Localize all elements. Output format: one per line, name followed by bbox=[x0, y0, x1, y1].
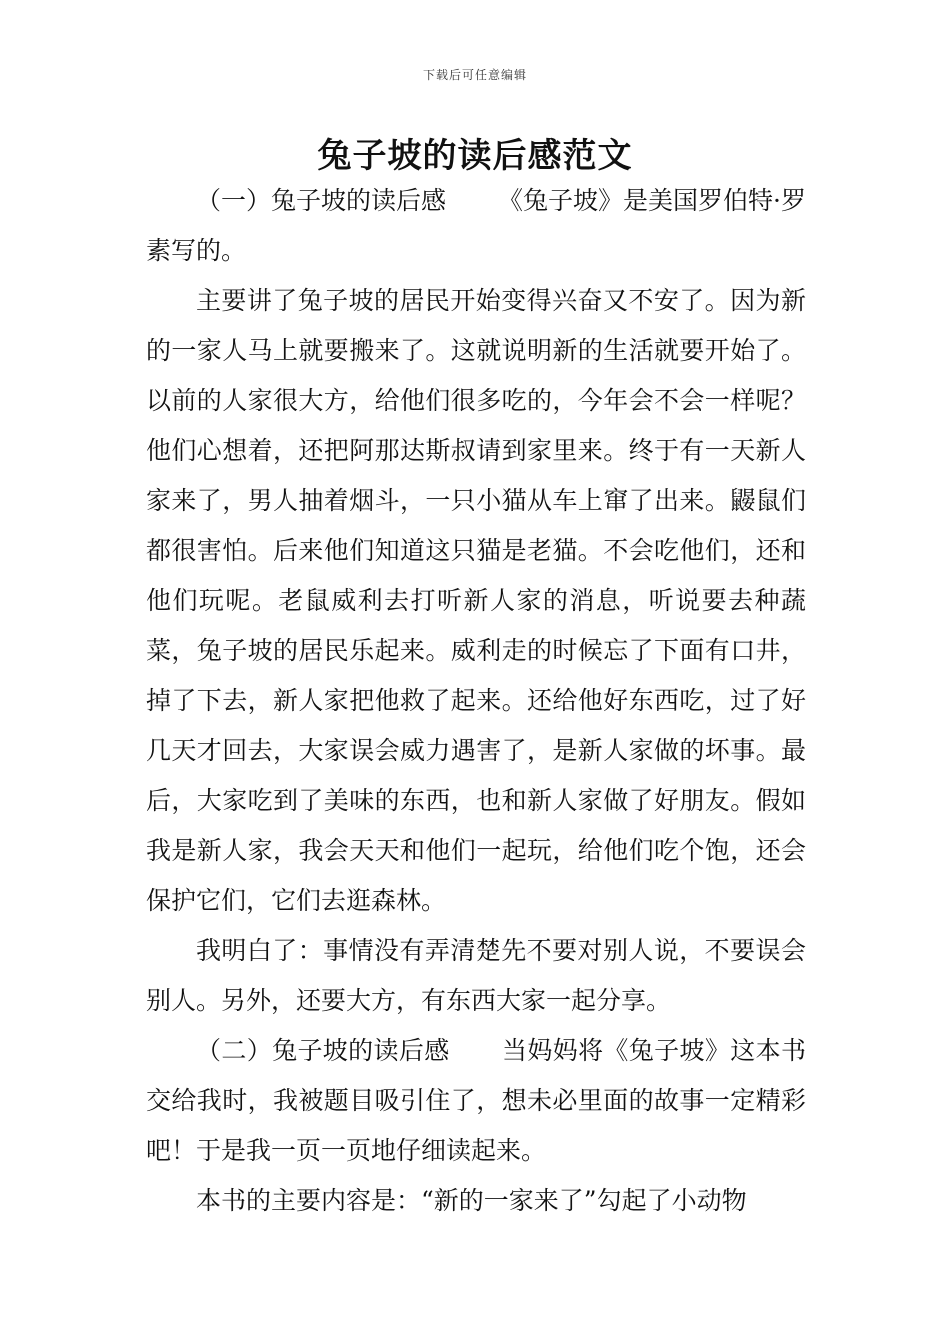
page-title: 兔子坡的读后感范文 bbox=[317, 136, 633, 176]
section-heading-2: （二）兔子坡的读后感 bbox=[196, 1036, 450, 1065]
paragraph-1 bbox=[146, 176, 806, 276]
header-note: 下载后可任意编辑 bbox=[422, 68, 527, 82]
paragraph-1-text: 《兔子坡》是美国罗伯特·罗素写的。 bbox=[146, 186, 806, 265]
paragraph-3: 我明白了：事情没有弄清楚先不要对别人说，不要误会别人。另外，还要大方，有东西大家一起分享。 bbox=[146, 936, 806, 1015]
paragraph-2: 主要讲了兔子坡的居民开始变得兴奋又不安了。因为新的一家人马上就要搬来了。这就说明新的生活就要开始了。以前的人家很大方，给他们很多吃的，今年会不会一样呢？他们心想着，还把阿那达斯叔请到家里来。终于有一天新人家来了，男人抽着烟斗，一只小猫从车上窜了出来。鼹鼠们都很害怕。后来他们知道这只猫是老猫。不会吃他们，还和他们玩呢。老鼠威利去打听新人家的消息，听说要去种蔬菜，兔子坡的居民乐起来。威利走的时候忘了下面有口井，掉了下去，新人家把他救了起来。还给他好东西吃，过了好几天才回去，大家误会威力遇害了，是新人家做的坏事。最后，大家吃到了美味的东西，也和新人家做了好朋友。假如我是新人家，我会天天和他们一起玩，给他们吃个饱，还会保护它们，它们去逛森林。 bbox=[146, 286, 806, 915]
section-heading-1: （一）兔子坡的读后感 bbox=[196, 186, 447, 215]
document-body bbox=[146, 176, 806, 1226]
paragraph-5: 本书的主要内容是：“新的一家来了”勾起了小动物 bbox=[196, 1186, 747, 1215]
paragraph-4 bbox=[146, 1026, 806, 1176]
paragraph-4-text: 当妈妈将《兔子坡》这本书交给我时，我被题目吸引住了，想未必里面的故事一定精彩吧！于是我一页一页地仔细读起来。 bbox=[146, 1036, 806, 1165]
